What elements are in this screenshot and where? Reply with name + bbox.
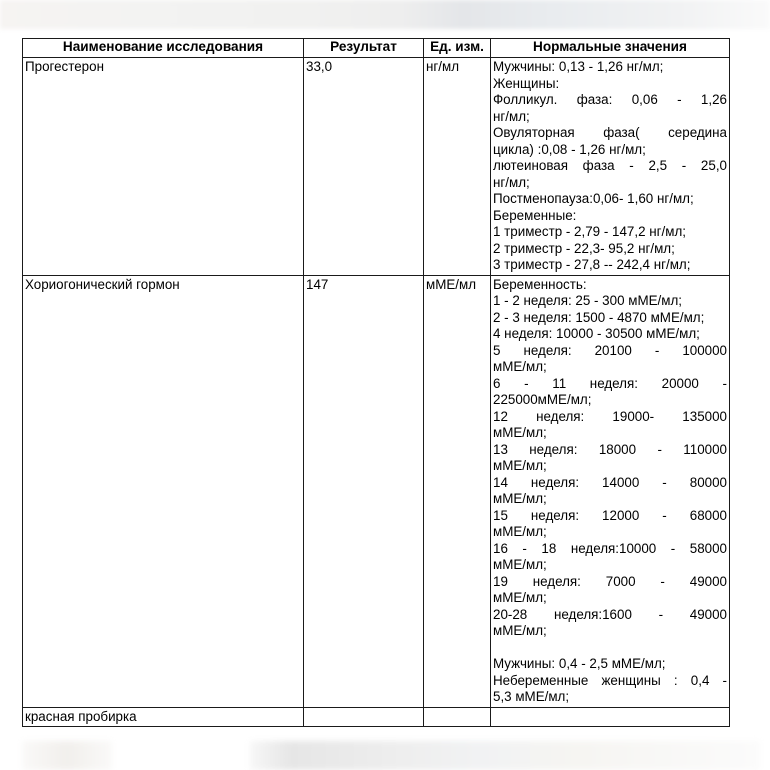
norm-line: 15 неделя: 12000 - 68000 [493,507,727,523]
norm-line: 1 триместр - 2,79 - 147,2 нг/мл; [493,224,686,239]
norm-line: 1 - 2 неделя: 25 - 300 мМЕ/мл; [493,293,682,308]
norm-line: 19 неделя: 7000 - 49000 [493,573,727,589]
test-unit: мМЕ/мл [424,275,491,707]
blurred-background-top [0,0,770,29]
test-unit [424,707,491,727]
norm-line: мМЕ/мл; [493,623,547,638]
norm-line: 2 триместр - 22,3- 95,2 нг/мл; [493,240,675,256]
table-row-hcg [23,275,730,707]
test-unit: нг/мл [424,58,491,276]
norm-line: Мужчины: 0,13 - 1,26 нг/мл; [493,59,664,74]
norm-line: Женщины: [493,75,560,91]
table-row-progesterone [23,58,730,276]
norm-line: лютеиновая фаза - 2,5 - 25,0 [493,158,727,173]
norm-line: Небеременные женщины : 0,4 - [493,672,727,688]
table-header-row [23,39,730,58]
normal-values [491,58,730,276]
blurred-background-bottom-right [250,741,760,770]
norm-line: 4 неделя: 10000 - 30500 мМЕ/мл; [493,326,700,341]
norm-line: Овуляторная фаза( середина [493,125,727,140]
norm-line: мМЕ/мл; [493,590,547,605]
normal-values [491,707,730,727]
norm-line: мМЕ/мл; [493,458,547,473]
header-result: Результат [304,39,424,58]
norm-blank-line [493,640,727,657]
norm-line: Беременные: [493,207,577,223]
norm-line: 5 неделя: 20100 - 100000 [493,342,727,358]
test-result: 147 [304,275,424,707]
norm-line: 6 - 11 неделя: 20000 - [493,375,727,391]
norm-line: мМЕ/мл; [493,425,547,440]
norm-line: 2 - 3 неделя: 1500 - 4870 мМЕ/мл; [493,309,705,325]
norm-line: мМЕ/мл; [493,524,547,539]
blurred-background-bottom-left [22,741,112,770]
norm-line: мМЕ/мл; [493,557,547,572]
norm-line: цикла) :0,08 - 1,26 нг/мл; [493,141,646,157]
header-unit: Ед. изм. [424,39,491,58]
header-normal-values: Нормальные значения [491,39,730,58]
normal-values [491,275,730,707]
norm-line: 12 неделя: 19000- 135000 [493,408,727,424]
norm-line: Постменопауза:0,06- 1,60 нг/мл; [493,191,694,206]
norm-line: 20-28 неделя:1600 - 49000 [493,606,727,622]
norm-line: мМЕ/мл; [493,359,547,374]
norm-line: Мужчины: 0,4 - 2,5 мМЕ/мл; [493,656,666,671]
norm-line: Фолликул. фаза: 0,06 - 1,26 [493,92,727,107]
test-name: Прогестерон [23,58,304,276]
norm-line: 13 неделя: 18000 - 110000 [493,441,727,457]
test-result: 33,0 [304,58,424,276]
test-name: красная пробирка [23,707,304,727]
norm-line: Беременность: [493,276,587,292]
norm-line: 14 неделя: 14000 - 80000 [493,474,727,490]
norm-line: 16 - 18 неделя:10000 - 58000 [493,540,727,556]
norm-line: нг/мл; [493,108,530,124]
table-row-tube [23,707,730,727]
header-test-name: Наименование исследования [23,39,304,58]
norm-line: мМЕ/мл; [493,491,547,506]
test-result [304,707,424,727]
test-name: Хориогонический гормон [23,275,304,707]
norm-line: 225000мМЕ/мл; [493,392,592,407]
norm-line: 5,3 мМЕ/мл; [493,689,570,704]
lab-results-table [22,38,730,727]
norm-line: нг/мл; [493,174,530,190]
norm-line: 3 триместр - 27,8 -- 242,4 нг/мл; [493,257,691,272]
